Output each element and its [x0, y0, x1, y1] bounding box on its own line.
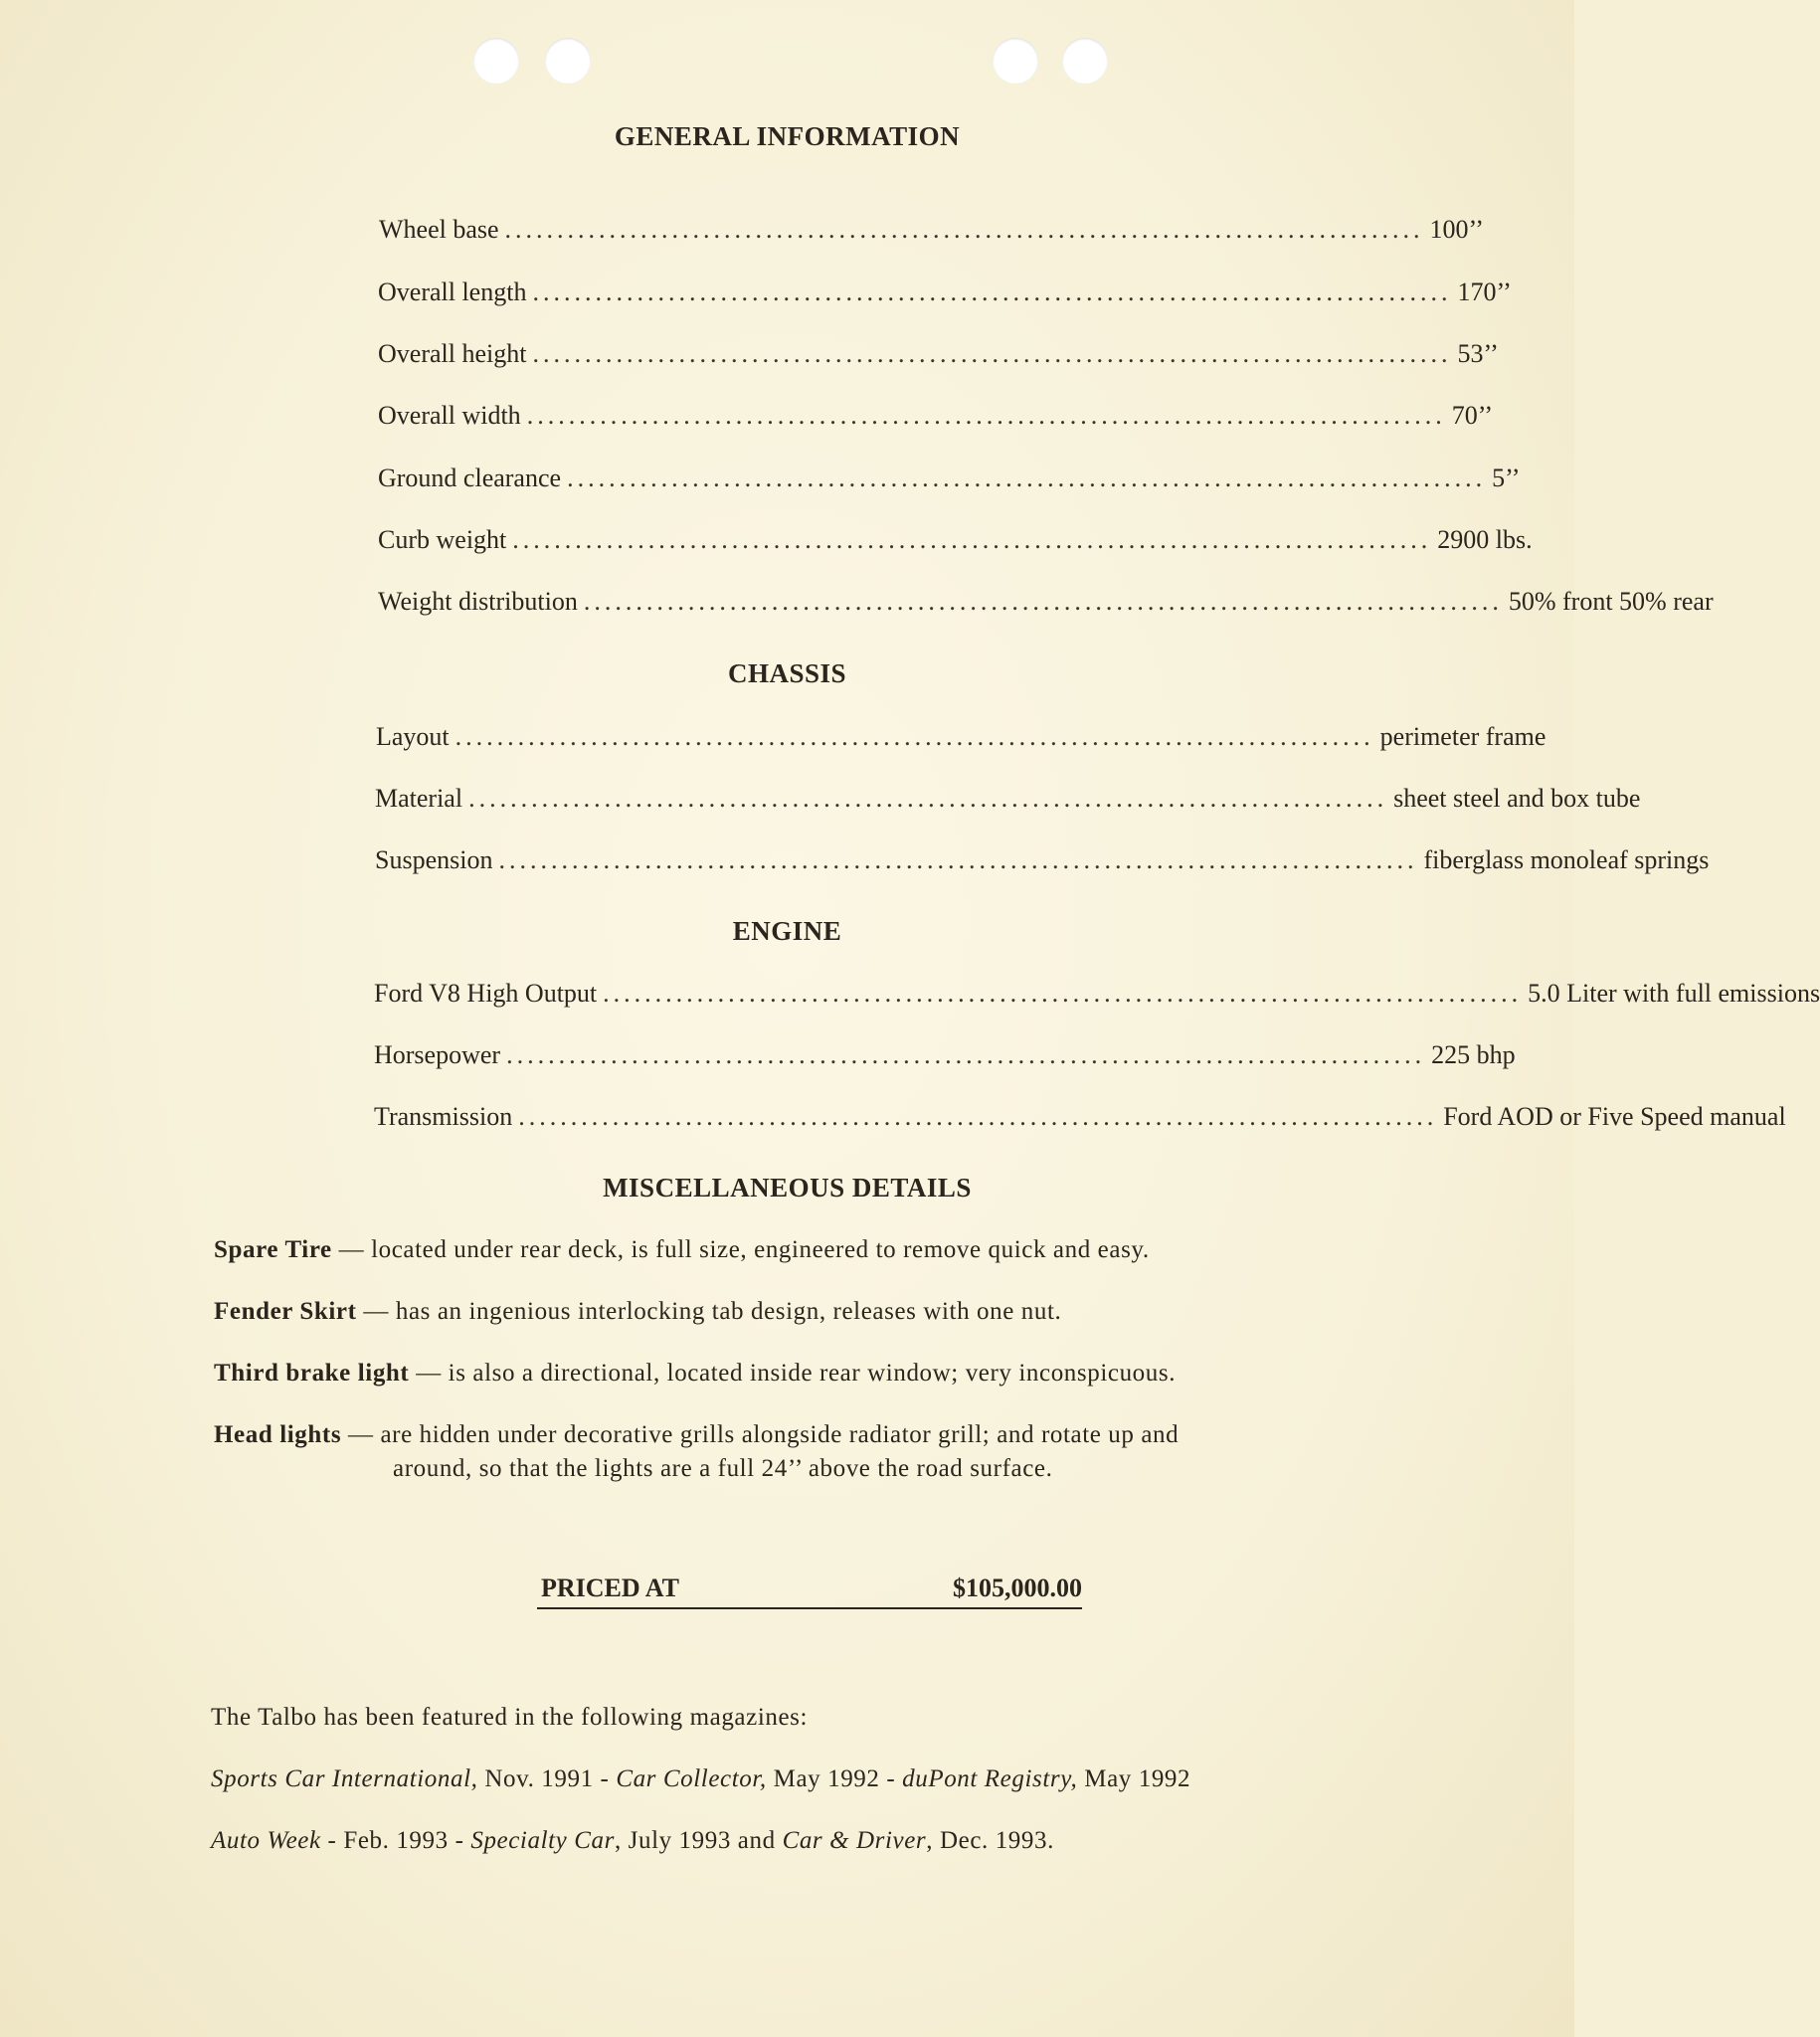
spec-value: 5’’ — [1492, 463, 1521, 492]
misc-text: — located under rear deck, is full size, engineered to remove quick and easy. — [338, 1236, 1150, 1263]
price-label: PRICED AT — [541, 1574, 679, 1602]
spec-label: Layout — [376, 722, 450, 751]
leader-dots: ........................................................................................ — [498, 845, 1418, 874]
engine-heading: ENGINE — [732, 916, 842, 946]
misc-text-continuation: around, so that the lights are a full 24’’ above the road surface. — [393, 1455, 1053, 1482]
spec-value: 53’’ — [1457, 339, 1499, 368]
misc-item-spare-tire — [214, 1233, 1367, 1267]
spec-label: Overall width — [378, 401, 521, 430]
leader-dots: ........................................................................................ — [603, 979, 1523, 1008]
leader-dots: ........................................................................................ — [518, 1102, 1438, 1131]
spec-value: 170’’ — [1457, 278, 1512, 306]
spec-value: 2900 lbs. — [1437, 525, 1533, 554]
spec-row-layout — [376, 722, 1547, 752]
spec-value: perimeter frame — [1379, 722, 1547, 751]
spec-row-suspension — [375, 845, 1710, 875]
misc-item-fender-skirt — [214, 1295, 1367, 1329]
spec-label: Weight distribution — [378, 587, 578, 616]
leader-dots: ........................................................................................ — [532, 278, 1452, 306]
spec-value: sheet steel and box tube — [1393, 784, 1641, 813]
magazines-intro: The Talbo has been featured in the following magazines: — [211, 1704, 809, 1731]
spec-row-transmission — [374, 1102, 1786, 1132]
spec-label: Material — [375, 784, 463, 813]
magazine-title: Car & Driver — [782, 1827, 927, 1854]
misc-text: — is also a directional, located inside rear window; very inconspicuous. — [416, 1360, 1177, 1387]
spec-label: Curb weight — [378, 525, 507, 554]
spec-label: Ground clearance — [378, 463, 562, 492]
spec-value: 70’’ — [1451, 401, 1494, 430]
spec-value: 225 bhp — [1431, 1040, 1516, 1069]
magazine-date-text: , July 1993 and — [614, 1827, 783, 1854]
magazine-date-text: May 1992 - — [766, 1765, 903, 1792]
misc-term: Fender Skirt — [214, 1298, 357, 1325]
general-information-heading: GENERAL INFORMATION — [614, 121, 961, 151]
magazine-date-text: , Dec. 1993. — [926, 1827, 1054, 1854]
spec-label: Suspension — [375, 845, 493, 874]
spec-row-wheel-base — [379, 215, 1484, 245]
spec-label: Transmission — [374, 1102, 513, 1131]
spec-row-overall-width — [378, 401, 1494, 431]
leader-dots: ........................................................................................ — [526, 401, 1446, 430]
magazine-date-text: - Feb. 1993 - — [320, 1827, 471, 1854]
magazines-line-1 — [211, 1765, 1190, 1793]
spec-label: Overall height — [378, 339, 527, 368]
leader-dots: ........................................................................................ — [455, 722, 1374, 751]
punch-hole — [545, 38, 591, 84]
spec-row-engine — [374, 979, 1820, 1009]
magazine-title: Sports Car International, — [211, 1765, 478, 1792]
spec-value: 100’’ — [1429, 215, 1484, 244]
spec-label: Horsepower — [374, 1040, 501, 1069]
leader-dots: ........................................................................................ — [506, 1040, 1426, 1069]
spec-label: Ford V8 High Output — [374, 979, 598, 1008]
misc-term: Spare Tire — [214, 1236, 332, 1263]
spec-row-material — [375, 784, 1641, 814]
magazine-title: Auto Week — [211, 1827, 321, 1854]
chassis-heading: CHASSIS — [727, 658, 847, 688]
misc-item-head-lights — [214, 1418, 1367, 1486]
spec-label: Overall length — [378, 278, 527, 306]
spec-value: 50% front 50% rear — [1508, 587, 1714, 616]
price-line — [537, 1574, 1082, 1609]
spec-row-ground-clearance — [378, 463, 1521, 493]
misc-text: — has an ingenious interlocking tab design, releases with one nut. — [363, 1298, 1062, 1325]
magazine-date-text: May 1992 — [1077, 1765, 1191, 1792]
punch-hole — [1062, 38, 1108, 84]
spec-row-curb-weight — [378, 525, 1533, 555]
magazine-date-text: Nov. 1991 - — [477, 1765, 617, 1792]
misc-term: Head lights — [214, 1421, 342, 1448]
magazine-title: Car Collector, — [616, 1765, 767, 1792]
spec-row-horsepower — [374, 1040, 1516, 1070]
miscellaneous-details-heading: MISCELLANEOUS DETAILS — [603, 1173, 972, 1203]
punch-hole — [993, 38, 1038, 84]
magazines-line-2 — [211, 1827, 1054, 1855]
misc-item-third-brake-light — [214, 1357, 1367, 1390]
leader-dots: ........................................................................................ — [583, 587, 1503, 616]
spec-row-overall-height — [378, 339, 1499, 369]
misc-text: — are hidden under decorative grills alongside radiator grill; and rotate up and — [348, 1421, 1180, 1448]
magazine-title: Specialty Car — [470, 1827, 615, 1854]
leader-dots: ........................................................................................ — [532, 339, 1452, 368]
spec-value: fiberglass monoleaf springs — [1423, 845, 1710, 874]
spec-row-overall-length — [378, 278, 1512, 307]
magazine-title: duPont Registry, — [902, 1765, 1078, 1792]
spec-value: Ford AOD or Five Speed manual — [1443, 1102, 1786, 1131]
misc-term: Third brake light — [214, 1360, 410, 1387]
spec-value: 5.0 Liter with full emissions — [1528, 979, 1820, 1008]
price-value: $105,000.00 — [953, 1574, 1082, 1602]
leader-dots: ........................................................................................ — [512, 525, 1432, 554]
leader-dots: ........................................................................................ — [567, 463, 1487, 492]
leader-dots: ........................................................................................ — [504, 215, 1424, 244]
leader-dots: ........................................................................................ — [468, 784, 1388, 813]
spec-label: Wheel base — [379, 215, 499, 244]
spec-row-weight-distribution — [378, 587, 1714, 617]
punch-hole — [473, 38, 519, 84]
